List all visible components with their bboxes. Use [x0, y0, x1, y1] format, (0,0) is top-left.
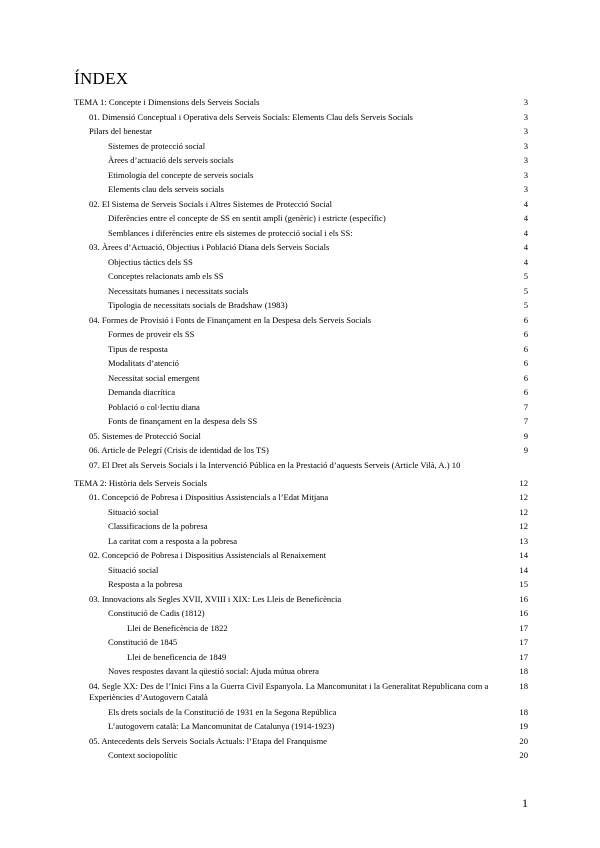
toc-entry-page: 12	[519, 477, 528, 488]
toc-entry-title: 04. Formes de Provisió i Fonts de Finançament en la Despesa dels Serveis Socials	[89, 314, 372, 325]
toc-entry[interactable]	[74, 429, 528, 444]
toc-entry-title: Llei de Beneficència de 1822	[127, 622, 228, 633]
toc-entry-title: Població o col·lectiu diana	[108, 401, 200, 412]
toc-entry-title: Pilars del benestar	[89, 126, 153, 136]
toc-entry-title: Context sociopolític	[108, 750, 178, 760]
toc-entry-title: Noves respostes davant la qüestió social: Ajuda mútua obrera	[108, 666, 319, 676]
toc-entry[interactable]	[74, 226, 528, 241]
toc-entry[interactable]	[74, 298, 528, 313]
toc-entry[interactable]	[74, 385, 528, 400]
toc-entry-page: 3	[523, 169, 528, 180]
toc-entry[interactable]	[74, 577, 528, 592]
toc-entry-title: Diferències entre el concepte de SS en sentit ampli (genèric) i estricte (específic)	[108, 213, 386, 223]
toc-entry[interactable]	[74, 635, 528, 650]
toc-entry[interactable]	[74, 139, 528, 154]
toc-entry[interactable]	[74, 197, 528, 212]
toc-entry-title: 01. Concepció de Pobresa i Dispositius Assistencials a l’Edat Mitjana	[89, 492, 329, 502]
toc-entry-page: 4	[523, 227, 528, 238]
toc-entry[interactable]	[74, 519, 528, 534]
toc-entry-title: Semblances i diferències entre els sistemes de protecció social i els SS:	[108, 227, 353, 238]
toc-entry-title: 07. El Dret als Serveis Socials i la Intervenció Pública en la Prestació d’aquests Serveis (Article Vilà, A.) 10	[89, 459, 461, 470]
toc-entry[interactable]	[74, 719, 528, 734]
toc-entry-title: Classificacions de la pobresa	[108, 521, 208, 531]
toc-entry[interactable]	[74, 110, 528, 125]
toc-entry[interactable]	[74, 748, 528, 763]
toc-entry-page: 6	[523, 387, 528, 397]
toc-entry-title: 02. Concepció de Pobresa i Dispositius Assistencials al Renaixement	[89, 550, 327, 560]
toc-entry[interactable]	[74, 95, 528, 110]
toc-entry[interactable]	[74, 650, 528, 665]
toc-entry-title: Resposta a la pobresa	[108, 579, 183, 589]
toc-entry-page: 14	[519, 564, 528, 575]
toc-entry-page: 6	[523, 329, 528, 339]
toc-entry[interactable]	[74, 153, 528, 168]
toc-entry[interactable]	[74, 313, 528, 328]
toc-entry[interactable]	[74, 182, 528, 197]
toc-entry-title: 05. Antecedents dels Serveis Socials Actuals: l’Etapa del Franquisme	[89, 735, 327, 746]
toc-entry-title: Fonts de finançament en la despesa dels SS	[108, 416, 258, 426]
toc-entry-title: La caritat com a resposta a la pobresa	[108, 535, 238, 546]
toc-entry-title: Modalitats d’atenció	[108, 358, 179, 368]
toc-entry-page: 12	[519, 521, 528, 531]
toc-entry-title: Constitució de Cadis (1812)	[108, 608, 205, 618]
index-title: ÍNDEX	[74, 69, 129, 88]
toc-entry[interactable]	[74, 606, 528, 621]
toc-entry[interactable]	[74, 592, 528, 607]
toc-entry[interactable]	[74, 458, 528, 473]
toc-entry-page: 19	[519, 721, 528, 731]
toc-entry-title: Situació social	[108, 564, 159, 575]
toc-entry-title: Etimologia del concepte de serveis socials	[108, 169, 254, 180]
toc-entry[interactable]	[74, 400, 528, 415]
toc-entry-title: 04. Segle XX: Des de l’Inici Fins a la Guerra Civil Espanyola. La Mancomunitat i la Generalitat Republicana com a Experiències d’Autogovern Català	[89, 680, 489, 702]
toc-entry[interactable]	[74, 548, 528, 563]
toc-entry[interactable]	[74, 168, 528, 183]
toc-entry[interactable]	[74, 124, 528, 139]
toc-entry-page: 18	[519, 706, 528, 717]
toc-entry-title: Constitució de 1845	[108, 637, 178, 647]
toc-entry[interactable]	[74, 284, 528, 299]
toc-entry-title: Sistemes de protecció social	[108, 140, 206, 151]
toc-entry-title: 06. Article de Pelegrí (Crisis de identidad de los TS)	[89, 445, 269, 455]
table-of-contents	[74, 95, 528, 763]
toc-entry-page: 16	[519, 608, 528, 618]
toc-entry-page: 14	[519, 550, 528, 560]
toc-entry-title: Tipus de resposta	[108, 343, 168, 354]
toc-entry[interactable]	[74, 534, 528, 549]
toc-entry-page: 17	[519, 651, 528, 662]
toc-entry-page: 3	[523, 126, 528, 136]
toc-entry-title: 02. El Sistema de Serveis Socials i Altres Sistemes de Protecció Social	[89, 198, 332, 209]
toc-entry[interactable]	[74, 356, 528, 371]
toc-entry-page: 9	[523, 430, 528, 441]
toc-entry-page: 7	[523, 416, 528, 426]
toc-entry-page: 3	[523, 155, 528, 165]
toc-entry[interactable]	[74, 240, 528, 255]
toc-entry-page: 3	[523, 111, 528, 122]
toc-entry[interactable]	[74, 734, 528, 749]
toc-entry-title: Objectius tàctics dels SS	[108, 256, 193, 267]
toc-entry[interactable]	[74, 443, 528, 458]
toc-entry-page: 5	[523, 271, 528, 281]
toc-entry[interactable]	[74, 269, 528, 284]
toc-entry-title: Elements clau dels serveis socials	[108, 184, 224, 194]
toc-entry[interactable]	[74, 342, 528, 357]
toc-entry-page: 7	[523, 401, 528, 412]
toc-entry-title: Formes de proveir els SS	[108, 329, 195, 339]
toc-entry-page: 5	[523, 300, 528, 310]
toc-entry-title: 01. Dimensió Conceptual i Operativa dels Serveis Socials: Elements Clau dels Serveis Socials	[89, 111, 413, 122]
toc-entry-title: Tipologia de necessitats socials de Bradshaw (1983)	[108, 300, 288, 310]
toc-entry-page: 17	[519, 622, 528, 633]
toc-entry-page: 3	[523, 97, 528, 107]
toc-entry-title: L’autogovern català: La Mancomunitat de Catalunya (1914-1923)	[108, 721, 335, 731]
toc-entry[interactable]	[74, 563, 528, 578]
toc-entry[interactable]	[74, 371, 528, 386]
toc-entry-page: 15	[519, 579, 528, 589]
toc-entry-page: 18	[519, 680, 528, 691]
toc-entry-title: Situació social	[108, 506, 159, 517]
toc-entry-page: 6	[523, 314, 528, 325]
toc-entry-title: Llei de beneficencia de 1849	[127, 651, 227, 662]
toc-entry[interactable]	[74, 621, 528, 636]
toc-entry[interactable]	[74, 255, 528, 270]
toc-entry[interactable]	[74, 327, 528, 342]
toc-entry-title: Necessitat social emergent	[108, 372, 200, 383]
toc-entry[interactable]	[74, 664, 528, 679]
toc-entry[interactable]	[74, 476, 528, 491]
toc-entry[interactable]	[74, 705, 528, 720]
toc-entry-title: TEMA 2: Història dels Serveis Socials	[74, 477, 207, 488]
toc-entry-title: 03. Àrees d’Actuació, Objectius i Població Diana dels Serveis Socials	[89, 242, 330, 252]
toc-entry-page: 16	[519, 593, 528, 604]
toc-entry-title: Demanda diacrítica	[108, 387, 176, 397]
toc-entry-page: 5	[523, 285, 528, 296]
toc-entry-title: Necessitats humanes i necessitats socials	[108, 285, 249, 296]
toc-entry-page: 4	[523, 213, 528, 223]
toc-entry-page: 6	[523, 372, 528, 383]
toc-entry-page: 6	[523, 343, 528, 354]
toc-entry-page: 12	[519, 492, 528, 502]
toc-entry-title: Àrees d’actuació dels serveis socials	[108, 155, 234, 165]
toc-entry-title: Els drets socials de la Constitució de 1931 en la Segona República	[108, 706, 337, 717]
toc-entry-page: 4	[523, 198, 528, 209]
toc-entry-page: 3	[523, 140, 528, 151]
toc-entry-title: 05. Sistemes de Protecció Social	[89, 430, 201, 441]
toc-entry[interactable]	[74, 414, 528, 429]
toc-entry-page: 20	[519, 750, 528, 760]
toc-entry[interactable]	[74, 505, 528, 520]
toc-entry-page: 18	[519, 666, 528, 676]
toc-entry-page: 12	[519, 506, 528, 517]
toc-entry-page: 9	[523, 445, 528, 455]
page-number: 1	[522, 796, 528, 810]
toc-entry-page: 17	[519, 637, 528, 647]
toc-entry-title: TEMA 1: Concepte i Dimensions dels Serveis Socials	[74, 97, 260, 107]
toc-entry[interactable]	[74, 679, 528, 705]
toc-entry-page: 13	[519, 535, 528, 546]
toc-entry[interactable]	[74, 490, 528, 505]
toc-entry-page: 4	[523, 256, 528, 267]
toc-entry-page: 3	[523, 184, 528, 194]
toc-entry-title: Conceptes relacionats amb els SS	[108, 271, 224, 281]
toc-entry[interactable]	[74, 211, 528, 226]
toc-entry-page: 6	[523, 358, 528, 368]
toc-entry-title: 03. Innovacions als Segles XVII, XVIII i XIX: Les Lleis de Beneficència	[89, 593, 342, 604]
toc-entry-page: 20	[519, 735, 528, 746]
toc-entry-page: 4	[523, 242, 528, 252]
